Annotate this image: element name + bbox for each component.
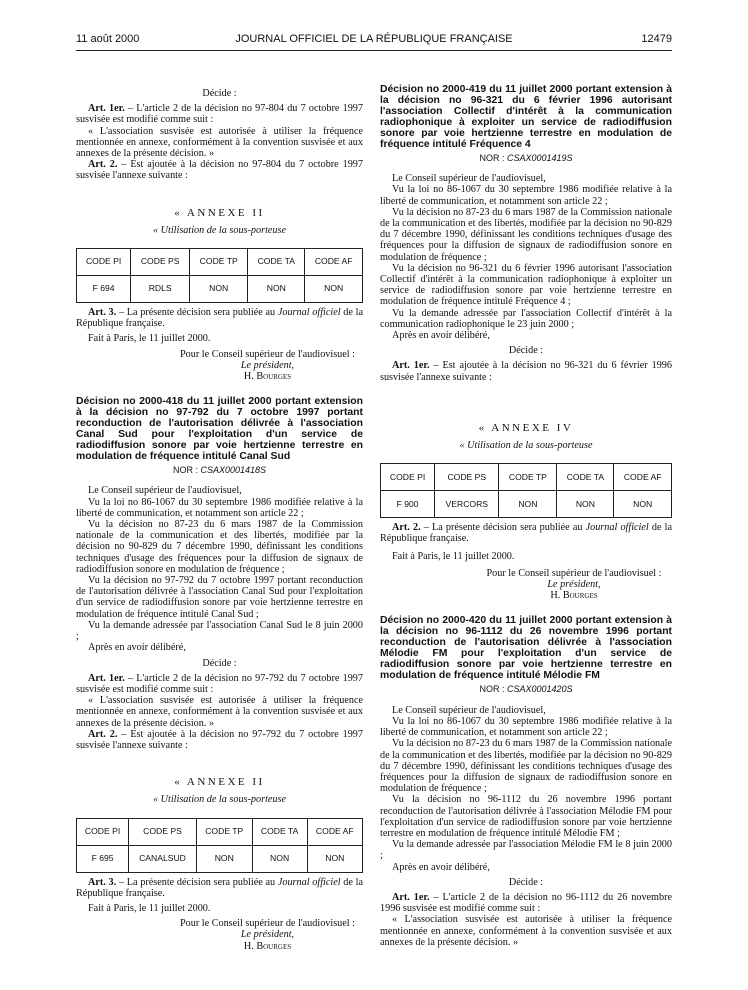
table-header-row xyxy=(77,818,363,845)
annexe-subtitle: « Utilisation de la sous-porteuse xyxy=(459,440,593,452)
col-header: CODE AF xyxy=(307,818,362,845)
article-text: – La présente décision sera publiée au xyxy=(116,307,278,319)
article-text: de la République française. xyxy=(76,307,364,330)
article-text: – La présente décision sera publiée au xyxy=(420,522,586,534)
done-at: Fait à Paris, le 11 juillet 2000. xyxy=(88,333,211,345)
article-text: – Est ajoutée à la décision no 97-804 du 7 octobre 1997 susvisée l'annexe suivante : xyxy=(76,159,363,182)
signature-block xyxy=(476,568,672,602)
paragraph: Vu la décision no 87-23 du 6 mars 1987 de la Commission nationale de la communication et des libertés, modifiée par la décision no 90-829 du 7 décembre 1990, définissant les conditions techniques d'usage des fréquences pour la diffusion de signaux de radiodiffusion sonore en modulation de fréquence ; xyxy=(380,206,672,263)
signature-name: H. Bourges xyxy=(243,940,292,952)
annexe-title: « ANNEXE II xyxy=(174,206,265,219)
article-2 xyxy=(76,159,363,181)
table-cell: NON xyxy=(252,845,307,872)
col-header: CODE PS xyxy=(435,464,499,491)
table-cell: RDLS xyxy=(131,276,190,303)
signature-name: H. Bourges xyxy=(550,590,598,602)
table-cell: NON xyxy=(614,491,672,518)
nor-label: NOR : xyxy=(479,684,507,695)
decide-heading: Décide : xyxy=(508,876,544,888)
paragraph: Vu la loi no 86-1067 du 30 septembre 1986 modifiée relative à la liberté de communication, et notamment son article 22 ; xyxy=(76,496,363,519)
table-row xyxy=(77,276,363,303)
article-label: Art. 2. xyxy=(392,522,421,534)
paragraph: Vu la loi no 86-1067 du 30 septembre 1986 modifiée relative à la liberté de communication, et notamment son article 22 ; xyxy=(380,184,672,207)
nor-reference xyxy=(380,684,672,695)
table-cell: CANALSUD xyxy=(129,845,197,872)
nor-reference xyxy=(76,465,363,476)
paragraph: Vu la loi no 86-1067 du 30 septembre 1986 modifiée relative à la liberté de communication, et notamment son article 22 ; xyxy=(380,715,672,739)
paragraph: Vu la demande adressée par l'association Mélodie FM le 8 juin 2000 ; xyxy=(380,839,672,862)
annexe-subtitle: « Utilisation de la sous-porteuse xyxy=(153,794,286,806)
issue-date: 11 août 2000 xyxy=(76,33,140,45)
annexe-table xyxy=(380,463,672,518)
decide-heading: Décide : xyxy=(508,345,544,357)
header-rule xyxy=(76,50,672,51)
article-label: Art. 2. xyxy=(88,728,118,740)
col-header: CODE PS xyxy=(129,818,197,845)
decision-title: Décision no 2000-418 du 11 juillet 2000 portant extension à la décision no 97-792 du 7 octobre 1997 portant reconduction de l'autorisation délivrée à l'association Canal Sud pour l'exploitation d'un service de radiodiffusion sonore par voie hertzienne terrestre en modulation de fréquence intitulé Canal Sud xyxy=(76,396,363,463)
table-cell: F 900 xyxy=(381,491,435,518)
article-1 xyxy=(380,892,672,914)
right-column xyxy=(380,84,672,948)
article-text: – La présente décision sera publiée au xyxy=(116,876,278,888)
signature-line: Pour le Conseil supérieur de l'audiovisuel : xyxy=(486,567,662,579)
col-header: CODE PS xyxy=(131,249,190,276)
paragraph: Vu la décision no 87-23 du 6 mars 1987 de la Commission nationale de la communication et des libertés, modifiée par la décision no 90-829 du 7 décembre 1990, définissant les conditions techniques d'usage des fréquences pour la diffusion de signaux de radiodiffusion sonore en modulation de fréquence ; xyxy=(380,738,672,795)
signature-block xyxy=(172,349,363,383)
signature-line: Pour le Conseil supérieur de l'audiovisuel : xyxy=(180,918,355,930)
article-1-quote: « L'association susvisée est autorisée à utiliser la fréquence mentionnée en annexe, conformément à la convention susvisée et aux annexes de la présente décision. » xyxy=(76,125,363,160)
table-cell: NON xyxy=(248,276,305,303)
paragraph: Vu la demande adressée par l'association Canal Sud le 8 juin 2000 ; xyxy=(76,619,363,643)
article-1 xyxy=(380,360,672,382)
article-label: Art. 1er. xyxy=(392,891,430,903)
done-at: Fait à Paris, le 11 juillet 2000. xyxy=(88,902,211,914)
paragraph: Le Conseil supérieur de l'audiovisuel, xyxy=(88,485,242,497)
paragraph: Vu la décision no 97-792 du 7 octobre 1997 portant reconduction de l'autorisation délivrée à l'association Canal Sud pour l'exploitation d'un service de radiodiffusion sonore par voie hertzienne terrestre en modulation de fréquence intitulé Canal Sud ; xyxy=(76,575,363,620)
signature-title: Le président, xyxy=(547,579,601,591)
table-cell: F 694 xyxy=(77,276,131,303)
article-text: – Est ajoutée à la décision no 96-321 du 6 février 1996 susvisée l'annexe suivante : xyxy=(380,360,672,383)
article-label: Art. 1er. xyxy=(88,103,125,115)
col-header: CODE TA xyxy=(248,249,305,276)
article-label: Art. 3. xyxy=(88,307,117,319)
paragraph: Après en avoir délibéré, xyxy=(88,642,186,654)
annexe-table xyxy=(76,818,363,873)
article-3 xyxy=(76,307,363,329)
signature-line: Pour le Conseil supérieur de l'audiovisuel : xyxy=(180,348,355,360)
nor-label: NOR : xyxy=(479,153,507,163)
signature-name: H. Bourges xyxy=(243,371,292,383)
page-number: 12479 xyxy=(641,33,672,45)
article-text: – L'article 2 de la décision no 97-804 du 7 octobre 1997 susvisée est modifié comme suit : xyxy=(76,103,363,126)
signature-title: Le président, xyxy=(240,359,295,371)
col-header: CODE TA xyxy=(557,464,614,491)
decision-title: Décision no 2000-420 du 11 juillet 2000 portant extension à la décision no 96-1112 du 26 novembre 1996 portant reconduction de l'autorisation délivrée à l'association Mélodie FM pour l'exploitation d'un service de radiodiffusion sonore par voie hertzienne terrestre en modulation de fréquence intitulé Mélodie FM xyxy=(380,615,672,682)
paragraph: Vu la demande adressée par l'association Collectif d'intérêt à la communication radiophonique le 23 juin 2000 ; xyxy=(380,307,672,330)
col-header: CODE TP xyxy=(196,818,252,845)
paragraph: Le Conseil supérieur de l'audiovisuel, xyxy=(392,704,546,716)
article-2 xyxy=(380,522,672,544)
paragraph: Après en avoir délibéré, xyxy=(392,330,490,342)
left-column xyxy=(76,88,363,952)
done-at: Fait à Paris, le 11 juillet 2000. xyxy=(392,550,515,562)
annexe-subtitle: « Utilisation de la sous-porteuse xyxy=(153,224,286,236)
nor-reference xyxy=(380,153,672,164)
article-text: – L'article 2 de la décision no 97-792 du 7 octobre 1997 susvisée est modifié comme suit : xyxy=(76,672,363,695)
table-cell: NON xyxy=(196,845,252,872)
article-text: – L'article 2 de la décision no 96-1112 du 26 novembre 1996 susvisée est modifié comme suit : xyxy=(380,891,672,915)
annexe-title: « ANNEXE II xyxy=(174,776,265,789)
journal-name: Journal officiel xyxy=(277,876,341,888)
paragraph: Le Conseil supérieur de l'audiovisuel, xyxy=(392,173,546,185)
table-cell: NON xyxy=(307,845,362,872)
article-1-quote: « L'association susvisée est autorisée à utiliser la fréquence mentionnée en annexe, conformément à la convention susvisée et aux annexes de la présente décision. » xyxy=(380,914,672,948)
nor-code: CSAX0001419S xyxy=(506,153,573,163)
journal-name: Journal officiel xyxy=(277,307,341,319)
col-header: CODE TA xyxy=(252,818,307,845)
signature-block xyxy=(172,918,363,952)
nor-code: CSAX0001418S xyxy=(200,465,267,476)
article-1 xyxy=(76,103,363,125)
table-row xyxy=(77,845,363,872)
col-header: CODE AF xyxy=(614,464,672,491)
col-header: CODE PI xyxy=(77,249,131,276)
article-text: de la République française. xyxy=(380,522,673,545)
paragraph: Après en avoir délibéré, xyxy=(392,861,490,873)
decision-title: Décision no 2000-419 du 11 juillet 2000 portant extension à la décision no 96-321 du 6 février 1996 autorisant l'association Collectif d'intérêt à la communication radiophonique à exploiter un service de radiodiffusion sonore par voie hertzienne terrestre en modulation de fréquence intitulé Fréquence 4 xyxy=(380,84,672,150)
page-header xyxy=(76,34,672,48)
decide-heading: Décide : xyxy=(202,657,237,669)
annexe-table xyxy=(76,248,363,303)
table-header-row xyxy=(77,249,363,276)
col-header: CODE PI xyxy=(77,818,129,845)
article-label: Art. 2. xyxy=(88,159,118,171)
table-cell: F 695 xyxy=(77,845,129,872)
col-header: CODE AF xyxy=(305,249,363,276)
table-row xyxy=(381,491,672,518)
table-cell: VERCORS xyxy=(435,491,499,518)
article-text: – Est ajoutée à la décision no 97-792 du 7 octobre 1997 susvisée l'annexe suivante : xyxy=(76,728,363,751)
paragraph: Vu la décision no 96-321 du 6 février 1996 autorisant l'association Collectif d'intérêt à la communication radiophonique à exploiter un service de radiodiffusion sonore par voie hertzienne terrestre en modulation de fréquence intitulé Fréquence 4 ; xyxy=(380,262,672,308)
article-label: Art. 1er. xyxy=(88,672,125,684)
journal-name: Journal officiel xyxy=(585,522,649,534)
signature-title: Le président, xyxy=(240,929,295,941)
decide-heading: Décide : xyxy=(202,88,237,99)
nor-label: NOR : xyxy=(172,465,201,476)
paragraph: Vu la décision no 96-1112 du 26 novembre 1996 portant reconduction de l'autorisation délivrée à l'association Mélodie FM pour l'exploitation d'un service de radiodiffusion sonore par voie hertzienne terrestre en modulation de fréquence intitulé Mélodie FM ; xyxy=(380,794,672,839)
article-label: Art. 3. xyxy=(88,876,117,888)
table-cell: NON xyxy=(557,491,614,518)
col-header: CODE TP xyxy=(190,249,248,276)
table-header-row xyxy=(381,464,672,491)
article-1 xyxy=(76,673,363,695)
article-2 xyxy=(76,729,363,751)
article-label: Art. 1er. xyxy=(392,360,430,372)
col-header: CODE PI xyxy=(381,464,435,491)
paragraph: Vu la décision no 87-23 du 6 mars 1987 de la Commission nationale de la communication et des libertés, modifiée par la décision no 90-829 du 7 décembre 1990, définissant les conditions techniques d'usage des fréquences pour la diffusion de signaux de radiodiffusion sonore en modulation de fréquence ; xyxy=(76,519,363,575)
table-cell: NON xyxy=(305,276,363,303)
nor-code: CSAX0001420S xyxy=(506,684,573,695)
article-1-quote: « L'association susvisée est autorisée à utiliser la fréquence mentionnée en annexe, conformément à la convention susvisée et aux annexes de la présente décision. » xyxy=(76,695,363,729)
article-text: de la République française. xyxy=(76,876,364,899)
col-header: CODE TP xyxy=(499,464,557,491)
journal-title: JOURNAL OFFICIEL DE LA RÉPUBLIQUE FRANÇAISE xyxy=(235,33,513,45)
article-3 xyxy=(76,877,363,899)
table-cell: NON xyxy=(499,491,557,518)
annexe-title: « ANNEXE IV xyxy=(478,421,574,434)
table-cell: NON xyxy=(190,276,248,303)
